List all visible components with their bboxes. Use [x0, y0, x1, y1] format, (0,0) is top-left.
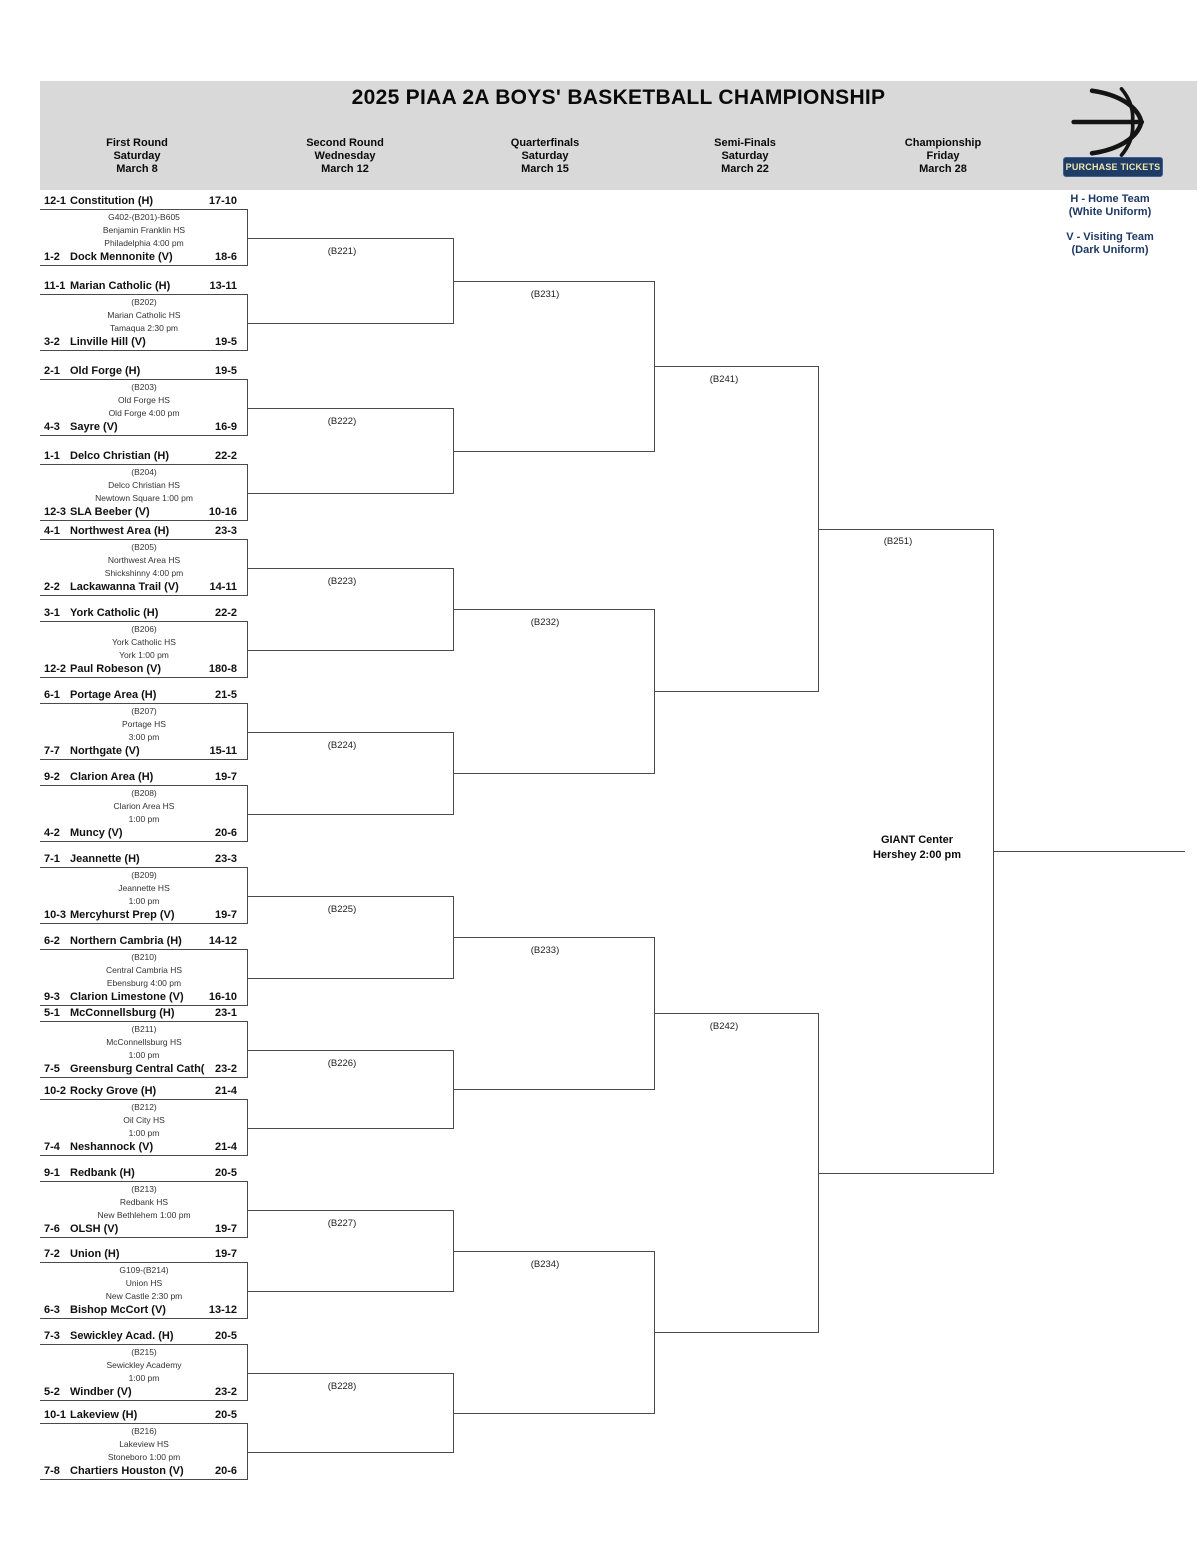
bracket-line — [453, 609, 654, 610]
team-name: Muncy (V) — [70, 827, 123, 839]
team-row-visitor — [40, 990, 248, 1006]
game-info — [40, 1101, 248, 1140]
team-seed: 9-3 — [44, 991, 60, 1003]
game-venue: Delco Christian HS — [108, 480, 180, 490]
round-header-first-round — [72, 137, 202, 176]
team-record: 14-12 — [208, 935, 237, 947]
game-time: New Castle 2:30 pm — [105, 1291, 183, 1301]
bracket-line — [248, 568, 453, 569]
game-venue: Old Forge HS — [118, 395, 170, 405]
game-code: (B205) — [131, 542, 157, 552]
game-code-label: (B232) — [530, 617, 560, 628]
team-record: 19-7 — [214, 1223, 237, 1235]
team-record: 19-7 — [214, 1248, 237, 1260]
round-date: March 22 — [721, 163, 769, 175]
team-row-visitor — [40, 580, 248, 596]
team-row-visitor — [40, 1140, 248, 1156]
game-info — [40, 1346, 248, 1385]
game-code-label: (B233) — [530, 945, 560, 956]
team-name: Chartiers Houston (V) — [70, 1465, 184, 1477]
team-seed: 3-1 — [44, 607, 60, 619]
game-time: Philadelphia 4:00 pm — [104, 238, 184, 248]
game-info — [40, 296, 248, 335]
round-header-second-round — [280, 137, 410, 176]
bracket-game — [40, 770, 248, 842]
team-name: Rocky Grove (H) — [70, 1085, 157, 1097]
team-row-home — [40, 1408, 248, 1424]
game-code-label: (B226) — [327, 1058, 357, 1069]
game-code-label: (B225) — [327, 904, 357, 915]
game-info — [40, 211, 248, 250]
team-row-home — [40, 770, 248, 786]
game-venue: Clarion Area HS — [113, 801, 175, 811]
team-seed: 9-2 — [44, 771, 60, 783]
bracket-line — [248, 732, 453, 733]
team-record: 17-10 — [208, 195, 237, 207]
bracket-game — [40, 688, 248, 760]
game-venue: Jeannette HS — [118, 883, 170, 893]
venue-time: Hershey 2:00 pm — [872, 849, 962, 861]
team-row-home — [40, 364, 248, 380]
game-info — [40, 466, 248, 505]
team-record: 20-5 — [214, 1330, 237, 1342]
team-record: 19-7 — [214, 909, 237, 921]
team-name: Lakeview (H) — [70, 1409, 138, 1421]
bracket-line — [654, 1013, 818, 1014]
team-seed: 1-2 — [44, 251, 60, 263]
round-header-championship — [878, 137, 1008, 176]
team-seed: 7-3 — [44, 1330, 60, 1342]
bracket-line — [654, 691, 818, 692]
game-venue: York Catholic HS — [112, 637, 176, 647]
game-venue: Union HS — [125, 1278, 163, 1288]
team-row-visitor — [40, 662, 248, 678]
team-row-home — [40, 1166, 248, 1182]
team-name: Dock Mennonite (V) — [70, 251, 173, 263]
game-info — [40, 1425, 248, 1464]
team-row-home — [40, 606, 248, 622]
team-seed: 6-1 — [44, 689, 60, 701]
team-record: 19-5 — [214, 365, 237, 377]
team-row-visitor — [40, 1385, 248, 1401]
bracket-line — [248, 1373, 453, 1374]
game-time: Newtown Square 1:00 pm — [95, 493, 193, 503]
game-venue: Marian Catholic HS — [107, 310, 181, 320]
page-title: 2025 PIAA 2A BOYS' BASKETBALL CHAMPIONSHIP — [351, 86, 886, 109]
game-code: (B204) — [131, 467, 157, 477]
game-code-label: (B241) — [709, 374, 739, 385]
game-time: 1:00 pm — [128, 1373, 160, 1383]
team-name: OLSH (V) — [70, 1223, 119, 1235]
team-record: 13-12 — [208, 1304, 237, 1316]
team-seed: 7-7 — [44, 745, 60, 757]
round-header-semifinals — [680, 137, 810, 176]
bracket-line — [818, 1173, 993, 1174]
team-name: Paul Robeson (V) — [70, 663, 162, 675]
bracket-line — [248, 1210, 453, 1211]
team-row-home — [40, 934, 248, 950]
team-name: Greensburg Central Cath( — [70, 1063, 205, 1075]
team-name: Union (H) — [70, 1248, 120, 1260]
team-record: 10-16 — [208, 506, 237, 518]
game-code-label: (B231) — [530, 289, 560, 300]
game-code: (B213) — [131, 1184, 157, 1194]
team-name: Sewickley Acad. (H) — [70, 1330, 174, 1342]
team-row-visitor — [40, 1464, 248, 1480]
team-name: McConnellsburg (H) — [70, 1007, 175, 1019]
team-record: 23-2 — [214, 1386, 237, 1398]
team-row-visitor — [40, 505, 248, 521]
bracket-line — [248, 814, 453, 815]
team-name: Bishop McCort (V) — [70, 1304, 166, 1316]
team-seed: 7-6 — [44, 1223, 60, 1235]
bracket-line — [248, 978, 453, 979]
team-seed: 4-1 — [44, 525, 60, 537]
team-name: Mercyhurst Prep (V) — [70, 909, 175, 921]
game-code-label: (B227) — [327, 1218, 357, 1229]
game-venue: Redbank HS — [119, 1197, 169, 1207]
game-code: (B215) — [131, 1347, 157, 1357]
header-band — [40, 81, 1197, 190]
team-name: York Catholic (H) — [70, 607, 159, 619]
bracket-line — [654, 366, 818, 367]
team-record: 21-4 — [214, 1085, 237, 1097]
bracket-line — [453, 1089, 654, 1090]
round-name: First Round — [106, 137, 168, 149]
bracket-line — [248, 1128, 453, 1129]
game-info — [40, 951, 248, 990]
team-record: 13-11 — [209, 280, 237, 292]
bracket-line — [248, 1050, 453, 1051]
bracket-line — [993, 851, 1185, 852]
team-seed: 10-1 — [44, 1409, 67, 1421]
team-row-visitor — [40, 1303, 248, 1319]
game-time: York 1:00 pm — [119, 650, 169, 660]
purchase-tickets-button[interactable]: PURCHASE TICKETS — [1063, 157, 1163, 177]
team-seed: 9-1 — [44, 1167, 60, 1179]
team-record: 21-4 — [214, 1141, 237, 1153]
game-time: Ebensburg 4:00 pm — [106, 978, 182, 988]
team-record: 23-1 — [214, 1007, 237, 1019]
round-day: Friday — [926, 150, 960, 162]
team-seed: 3-2 — [44, 336, 60, 348]
bracket-game — [40, 852, 248, 924]
round-name: Quarterfinals — [510, 137, 580, 149]
game-time: New Bethlehem 1:00 pm — [97, 1210, 191, 1220]
team-name: Sayre (V) — [70, 421, 118, 433]
game-code-label: (B222) — [327, 416, 357, 427]
team-seed: 10-2 — [44, 1085, 67, 1097]
game-code: (B208) — [131, 788, 157, 798]
round-name: Championship — [904, 137, 982, 149]
game-time: Old Forge 4:00 pm — [108, 408, 180, 418]
bracket-game — [40, 194, 248, 266]
round-name: Second Round — [306, 137, 384, 149]
team-name: Constitution (H) — [70, 195, 154, 207]
team-name: Portage Area (H) — [70, 689, 157, 701]
bracket-line — [248, 323, 453, 324]
bracket-line — [248, 1291, 453, 1292]
team-name: Marian Catholic (H) — [70, 280, 171, 292]
game-code: (B202) — [131, 297, 157, 307]
round-date: March 28 — [919, 163, 967, 175]
team-seed: 7-8 — [44, 1465, 60, 1477]
team-name: Old Forge (H) — [70, 365, 141, 377]
team-name: Clarion Area (H) — [70, 771, 154, 783]
team-seed: 4-2 — [44, 827, 60, 839]
team-row-visitor — [40, 1062, 248, 1078]
team-name: Clarion Limestone (V) — [70, 991, 184, 1003]
bracket-line — [453, 451, 654, 452]
round-date: March 15 — [521, 163, 569, 175]
team-name: Jeannette (H) — [70, 853, 140, 865]
team-seed: 2-2 — [44, 581, 60, 593]
team-row-visitor — [40, 250, 248, 266]
bracket-game — [40, 1166, 248, 1238]
bracket-line — [453, 937, 654, 938]
team-name: Redbank (H) — [70, 1167, 135, 1179]
team-record: 15-11 — [209, 745, 237, 757]
game-info — [40, 541, 248, 580]
basketball-icon — [1070, 87, 1162, 157]
team-seed: 7-4 — [44, 1141, 60, 1153]
game-venue: Benjamin Franklin HS — [102, 225, 186, 235]
game-code: (B207) — [131, 706, 157, 716]
team-row-home — [40, 524, 248, 540]
team-row-visitor — [40, 335, 248, 351]
game-time: 1:00 pm — [128, 1050, 160, 1060]
team-seed: 7-5 — [44, 1063, 60, 1075]
team-seed: 2-1 — [44, 365, 60, 377]
bracket-game — [40, 1247, 248, 1319]
team-row-visitor — [40, 420, 248, 436]
game-code-label: (B228) — [327, 1381, 357, 1392]
bracket-game — [40, 279, 248, 351]
team-seed: 6-3 — [44, 1304, 60, 1316]
team-row-home — [40, 1247, 248, 1263]
bracket-line — [453, 773, 654, 774]
game-code: (B203) — [131, 382, 157, 392]
team-record: 22-2 — [214, 607, 237, 619]
team-row-home — [40, 449, 248, 465]
team-seed: 5-2 — [44, 1386, 60, 1398]
game-code: (B206) — [131, 624, 157, 634]
game-info — [40, 623, 248, 662]
team-record: 23-3 — [214, 525, 237, 537]
team-row-home — [40, 279, 248, 295]
game-info — [40, 1264, 248, 1303]
team-name: Northern Cambria (H) — [70, 935, 182, 947]
bracket-line — [453, 1413, 654, 1414]
team-row-home — [40, 194, 248, 210]
game-time: 1:00 pm — [128, 814, 160, 824]
round-day: Saturday — [721, 150, 769, 162]
team-seed: 11-1 — [44, 280, 66, 292]
team-record: 16-9 — [214, 421, 237, 433]
team-record: 20-5 — [214, 1409, 237, 1421]
team-record: 23-3 — [214, 853, 237, 865]
game-venue: McConnellsburg HS — [106, 1037, 182, 1047]
team-row-visitor — [40, 1222, 248, 1238]
team-record: 23-2 — [214, 1063, 237, 1075]
team-row-home — [40, 1329, 248, 1345]
bracket-line — [248, 238, 453, 239]
game-venue: Lakeview HS — [119, 1439, 169, 1449]
game-venue: Sewickley Academy — [106, 1360, 182, 1370]
legend-home-line1: H - Home Team — [1070, 193, 1150, 205]
team-seed: 10-3 — [44, 909, 67, 921]
game-info — [40, 1183, 248, 1222]
game-code-label: (B224) — [327, 740, 357, 751]
bracket-line — [248, 493, 453, 494]
bracket-line — [248, 408, 453, 409]
team-name: Lackawanna Trail (V) — [70, 581, 179, 593]
team-name: Windber (V) — [70, 1386, 132, 1398]
game-info — [40, 869, 248, 908]
game-code-label: (B223) — [327, 576, 357, 587]
round-name: Semi-Finals — [714, 137, 776, 149]
game-venue: Oil City HS — [123, 1115, 165, 1125]
game-time: 1:00 pm — [128, 896, 160, 906]
game-code: (B216) — [131, 1426, 157, 1436]
bracket-game — [40, 524, 248, 596]
team-seed: 7-1 — [44, 853, 60, 865]
team-seed: 12-3 — [44, 506, 67, 518]
bracket-line — [248, 650, 453, 651]
team-row-home — [40, 852, 248, 868]
game-code: (B211) — [131, 1024, 157, 1034]
team-row-visitor — [40, 908, 248, 924]
team-record: 18-6 — [214, 251, 237, 263]
game-time: Stoneboro 1:00 pm — [107, 1452, 181, 1462]
championship-venue — [846, 833, 988, 863]
bracket-game — [40, 1329, 248, 1401]
team-record: 16-10 — [208, 991, 237, 1003]
game-venue: Central Cambria HS — [105, 965, 183, 975]
game-code-label: (B221) — [327, 246, 357, 257]
team-row-visitor — [40, 744, 248, 760]
round-day: Saturday — [113, 150, 161, 162]
game-venue: Portage HS — [122, 719, 166, 729]
team-record: 20-6 — [214, 827, 237, 839]
venue-name: GIANT Center — [880, 834, 954, 846]
team-name: Delco Christian (H) — [70, 450, 170, 462]
team-row-visitor — [40, 826, 248, 842]
legend-visitor-line2: (Dark Uniform) — [1071, 244, 1149, 256]
legend-visitor-line1: V - Visiting Team — [1066, 231, 1154, 243]
team-name: Northwest Area (H) — [70, 525, 170, 537]
round-header-quarterfinals — [480, 137, 610, 176]
round-day: Wednesday — [314, 150, 376, 162]
bracket-game — [40, 606, 248, 678]
team-record: 20-6 — [214, 1465, 237, 1477]
team-record: 19-5 — [214, 336, 237, 348]
team-seed: 7-2 — [44, 1248, 60, 1260]
team-seed: 12-2 — [44, 663, 67, 675]
legend-visiting-team — [1035, 231, 1185, 257]
team-name: Neshannock (V) — [70, 1141, 154, 1153]
legend-home-line2: (White Uniform) — [1068, 206, 1152, 218]
team-seed: 4-3 — [44, 421, 60, 433]
game-code: G402-(B201)-B605 — [108, 212, 180, 222]
team-seed: 1-1 — [44, 450, 60, 462]
bracket-line — [818, 529, 993, 530]
bracket-game — [40, 449, 248, 521]
game-code: G109-(B214) — [119, 1265, 169, 1275]
round-day: Saturday — [521, 150, 569, 162]
bracket-line — [453, 281, 654, 282]
bracket-game — [40, 1408, 248, 1480]
game-time: Shickshinny 4:00 pm — [104, 568, 184, 578]
bracket-line — [248, 896, 453, 897]
game-info — [40, 787, 248, 826]
bracket-game — [40, 1084, 248, 1156]
team-name: Linville Hill (V) — [70, 336, 146, 348]
team-row-home — [40, 1006, 248, 1022]
team-seed: 12-1 — [44, 195, 67, 207]
bracket-line — [654, 1332, 818, 1333]
team-seed: 6-2 — [44, 935, 60, 947]
bracket-line — [248, 1452, 453, 1453]
team-record: 14-11 — [209, 581, 237, 593]
game-time: 3:00 pm — [128, 732, 160, 742]
team-row-home — [40, 688, 248, 704]
team-seed: 5-1 — [44, 1007, 60, 1019]
game-code: (B210) — [131, 952, 157, 962]
bracket-line — [453, 1251, 654, 1252]
bracket-game — [40, 934, 248, 1006]
game-code-label: (B251) — [883, 536, 913, 547]
game-time: 1:00 pm — [128, 1128, 160, 1138]
game-code: (B209) — [131, 870, 157, 880]
team-record: 19-7 — [214, 771, 237, 783]
bracket-game — [40, 364, 248, 436]
team-name: SLA Beeber (V) — [70, 506, 150, 518]
team-record: 20-5 — [214, 1167, 237, 1179]
game-code: (B212) — [131, 1102, 157, 1112]
game-info — [40, 1023, 248, 1062]
game-code-label: (B242) — [709, 1021, 739, 1032]
legend-home-team — [1035, 193, 1185, 219]
game-info — [40, 381, 248, 420]
game-info — [40, 705, 248, 744]
team-record: 22-2 — [214, 450, 237, 462]
team-name: Northgate (V) — [70, 745, 140, 757]
team-record: 180-8 — [208, 663, 237, 675]
round-date: March 8 — [116, 163, 158, 175]
game-code-label: (B234) — [530, 1259, 560, 1270]
game-time: Tamaqua 2:30 pm — [109, 323, 179, 333]
game-venue: Northwest Area HS — [107, 555, 181, 565]
round-date: March 12 — [321, 163, 369, 175]
bracket-game — [40, 1006, 248, 1078]
team-row-home — [40, 1084, 248, 1100]
team-record: 21-5 — [214, 689, 237, 701]
